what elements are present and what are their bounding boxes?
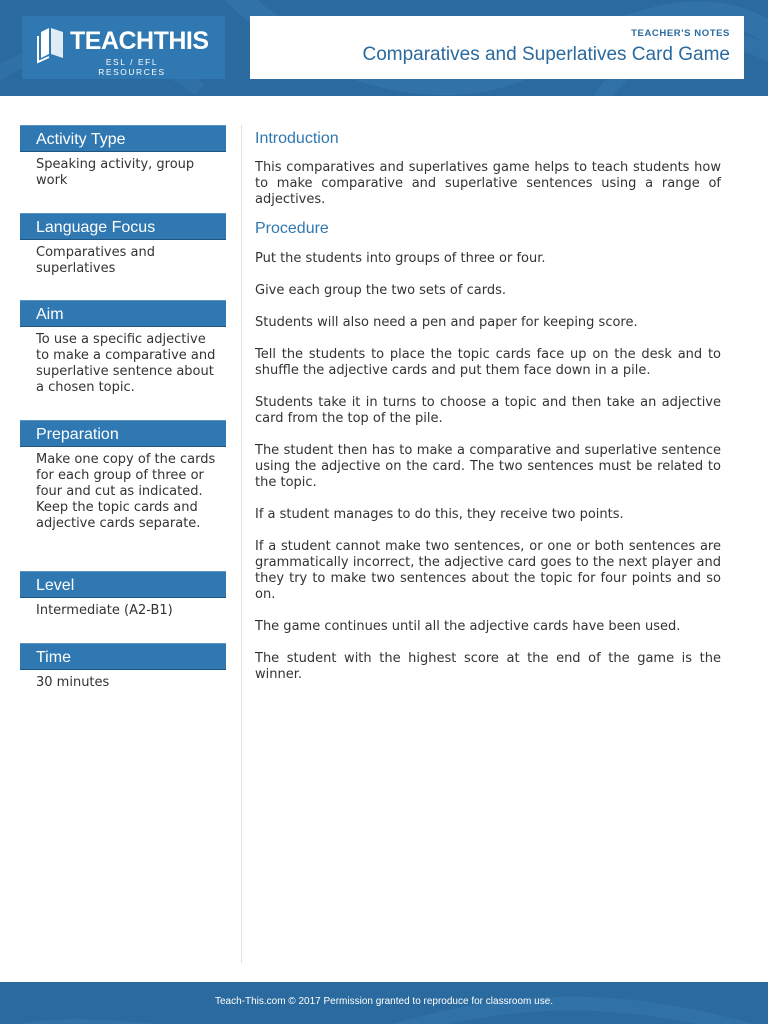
sidebar-text: Make one copy of the cards for each group of three or four and cut as indicated. Keep the topic cards and adjective cards separate. — [36, 452, 216, 531]
footer — [0, 982, 768, 1024]
procedure-heading: Procedure — [255, 220, 329, 237]
page-title: Comparatives and Superlatives Card Game — [362, 44, 730, 65]
procedure-step: Put the students into groups of three or four. — [255, 251, 546, 266]
procedure-step: The game continues until all the adjective cards have been used. — [255, 619, 681, 634]
logo-subtitle: ESL / EFL RESOURCES — [98, 57, 166, 77]
sidebar-text: To use a specific adjective to make a comparative and superlative sentence about a chosen topic. — [36, 332, 216, 395]
book-icon — [35, 26, 67, 64]
introduction-heading: Introduction — [255, 130, 339, 147]
procedure-step: Students will also need a pen and paper for keeping score. — [255, 315, 638, 330]
sidebar-section-aim — [20, 300, 226, 396]
sidebar-text: Intermediate (A2-B1) — [36, 603, 173, 618]
column-divider — [241, 125, 242, 963]
procedure-step: Give each group the two sets of cards. — [255, 283, 506, 298]
sidebar-section-level — [20, 571, 226, 619]
main-content — [255, 129, 721, 683]
logo-text: TEACHTHIS — [70, 27, 209, 55]
sidebar-heading: Aim — [20, 300, 226, 327]
sidebar-section-language-focus — [20, 213, 226, 277]
title-box — [250, 16, 744, 79]
introduction-text: This comparatives and superlatives game helps to teach students how to make comparative and superlative sentences using a range of adjectives. — [255, 160, 721, 207]
sidebar-section-preparation — [20, 420, 226, 532]
procedure-step: The student then has to make a comparative and superlative sentence using the adjective on the card. The two sentences must be related to the topic. — [255, 443, 721, 490]
header-banner — [0, 0, 768, 96]
sidebar-heading: Activity Type — [20, 125, 226, 152]
teachers-notes-label: TEACHER'S NOTES — [631, 28, 730, 39]
sidebar-text: Speaking activity, group work — [36, 157, 195, 188]
sidebar-text: 30 minutes — [36, 675, 110, 690]
sidebar-section-activity-type — [20, 125, 226, 189]
procedure-step: Tell the students to place the topic cards face up on the desk and to shuffle the adjective cards and put them face down in a pile. — [255, 347, 721, 378]
procedure-step: Students take it in turns to choose a topic and then take an adjective card from the top of the pile. — [255, 395, 721, 426]
procedure-step: The student with the highest score at the end of the game is the winner. — [255, 651, 721, 682]
procedure-list — [255, 251, 721, 683]
procedure-step: If a student cannot make two sentences, or one or both sentences are grammatically incorrect, the adjective card goes to the next player and they try to make two sentences about the topic for four points and so on. — [255, 539, 721, 602]
sidebar-heading: Level — [20, 571, 226, 598]
footer-copyright: Teach-This.com © 2017 Permission granted to reproduce for classroom use. — [214, 996, 554, 1007]
sidebar-heading: Language Focus — [20, 213, 226, 240]
sidebar-heading: Preparation — [20, 420, 226, 447]
sidebar-heading: Time — [20, 643, 226, 670]
logo[interactable] — [22, 16, 225, 79]
sidebar-section-time — [20, 643, 226, 691]
procedure-step: If a student manages to do this, they receive two points. — [255, 507, 624, 522]
sidebar-text: Comparatives and superlatives — [36, 245, 155, 276]
